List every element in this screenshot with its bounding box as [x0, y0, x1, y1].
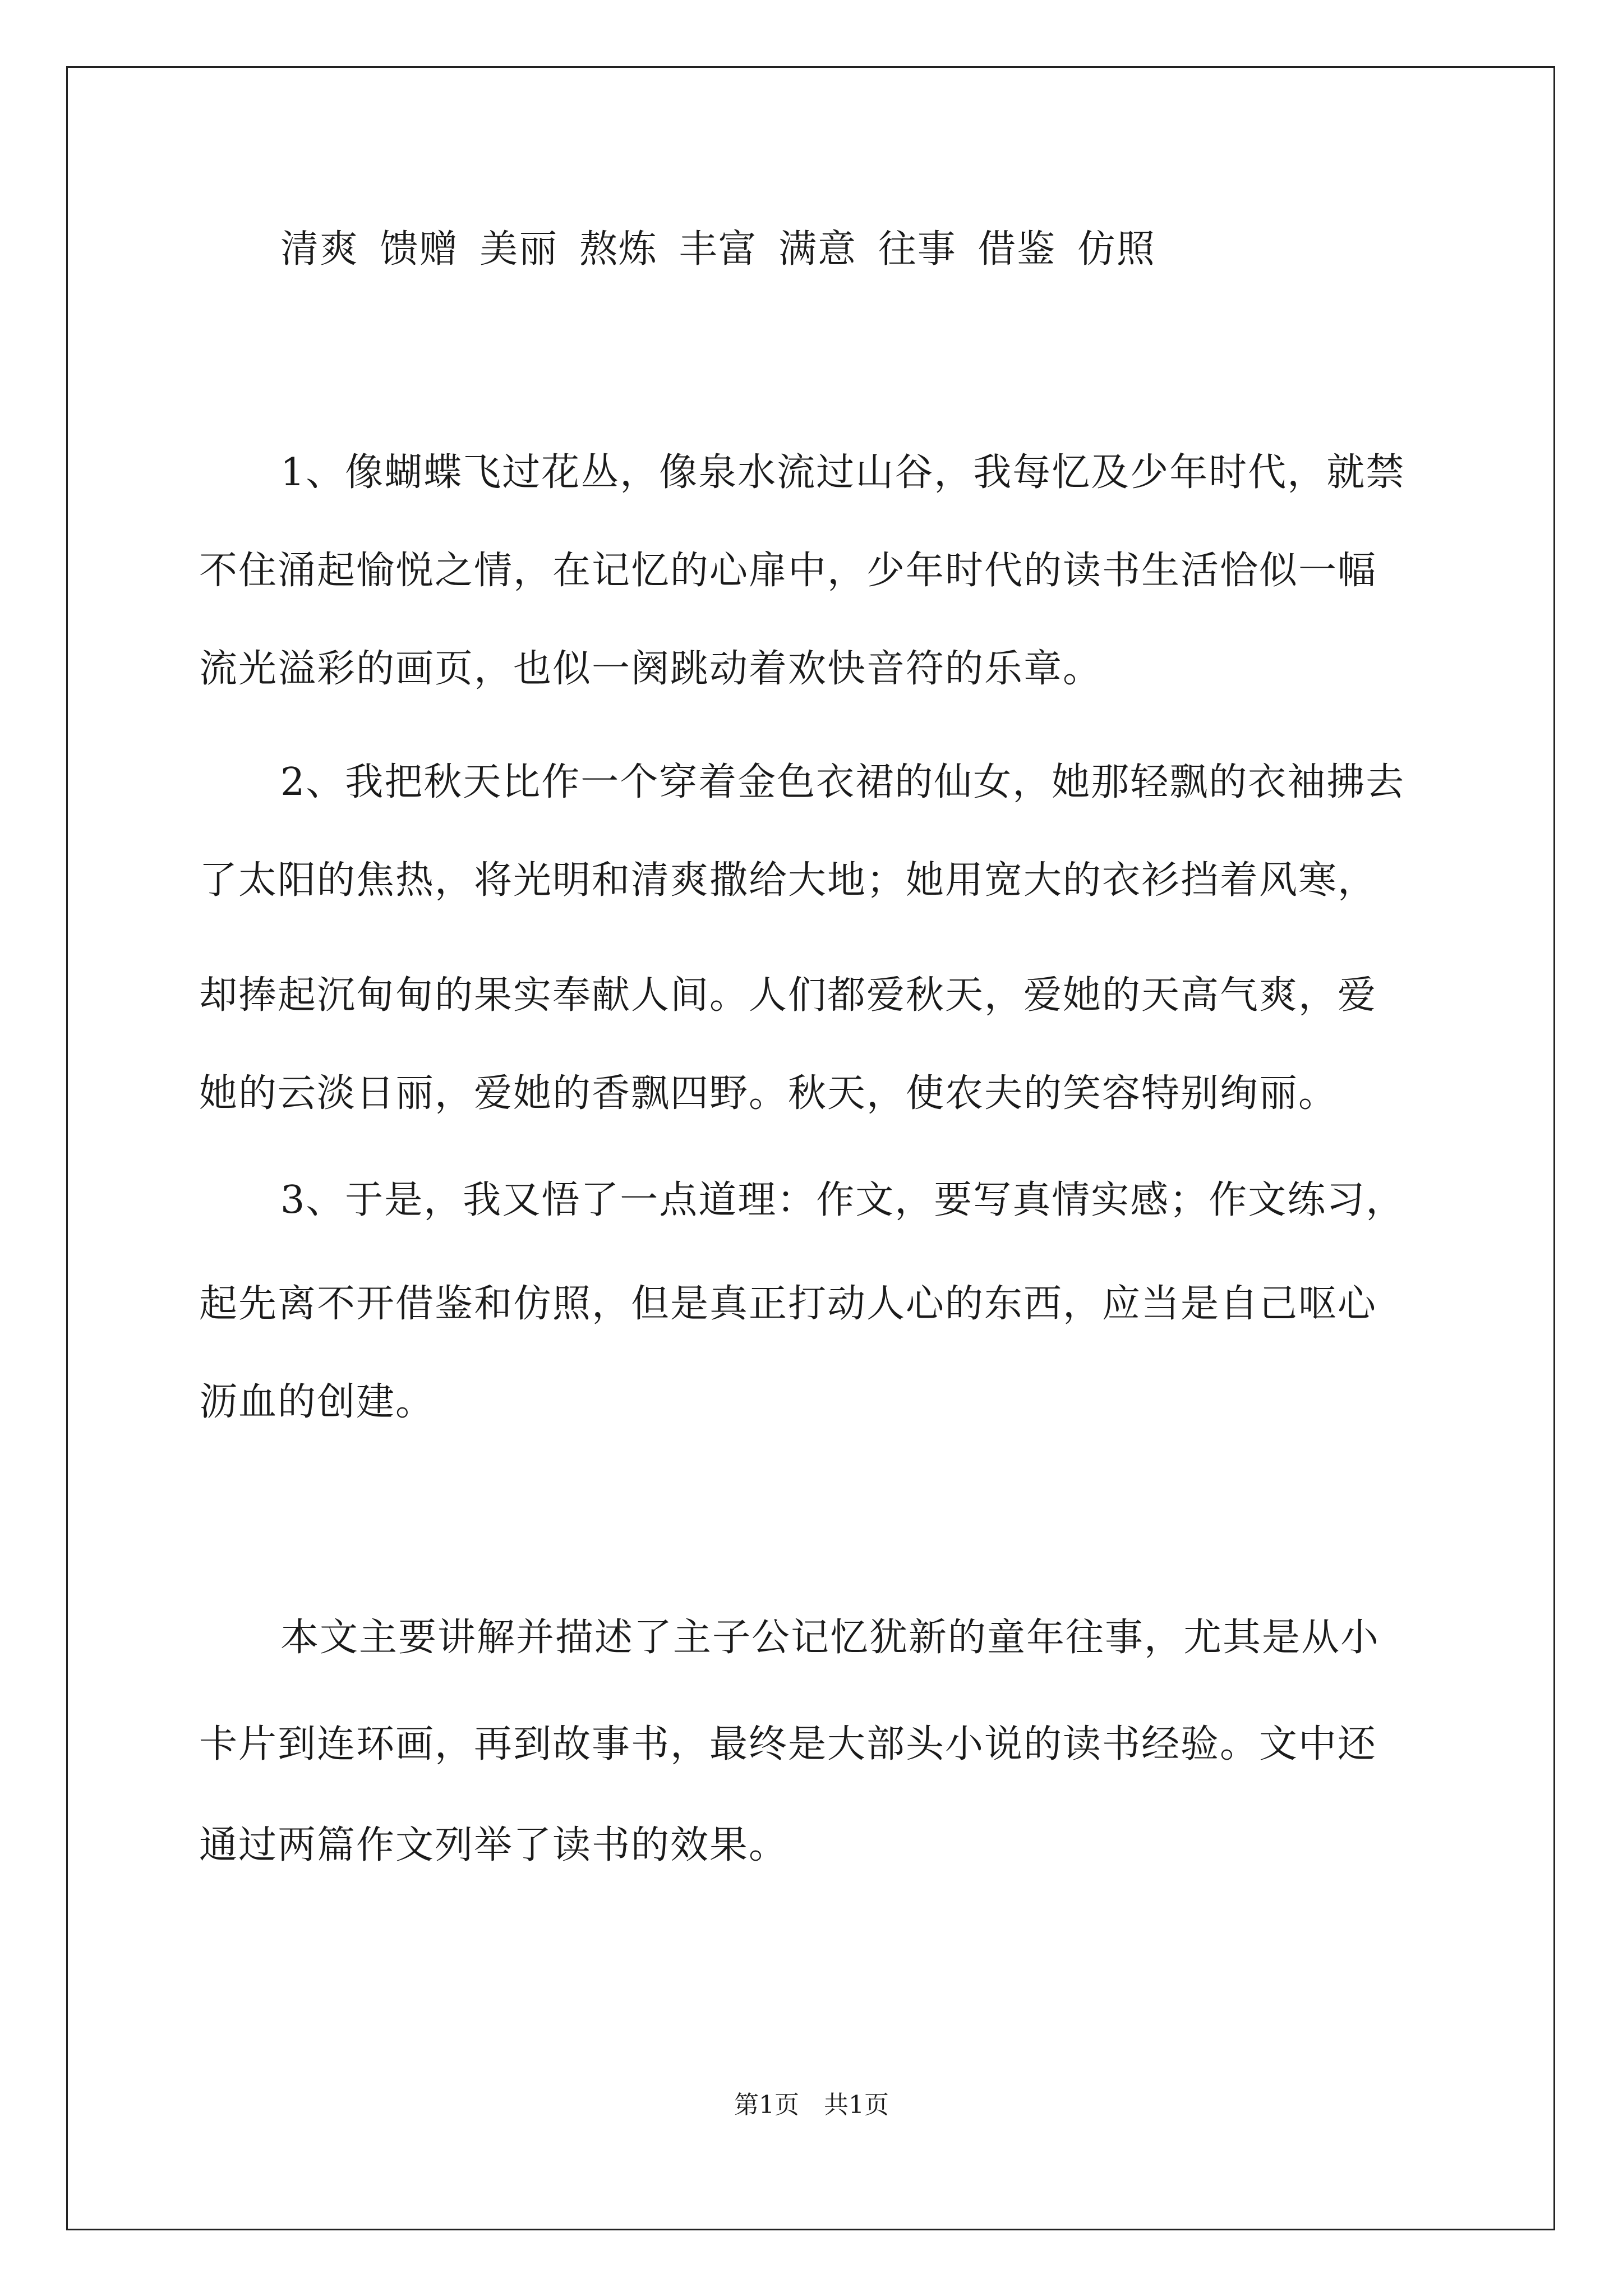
paragraph-line: 通过两篇作文列举了读书的效果。 [199, 1823, 789, 1867]
paragraph-line: 不住涌起愉悦之情，在记忆的心扉中，少年时代的读书生活恰似一幅 [199, 549, 1377, 593]
paragraph-line: 流光溢彩的画页，也似一阕跳动着欢快音符的乐章。 [199, 647, 1103, 691]
paragraph-line: 她的云淡日丽，爱她的香飘四野。秋天，使农夫的笑容特别绚丽。 [199, 1071, 1338, 1116]
paragraph-line: 卡片到连环画，再到故事书，最终是大部头小说的读书经验。文中还 [199, 1722, 1377, 1766]
page-border [66, 66, 1555, 2230]
paragraph-line: 沥血的创建。 [199, 1380, 435, 1424]
paragraph-line: 1、像蝴蝶飞过花丛，像泉水流过山谷，我每忆及少年时代，就禁 [280, 450, 1405, 495]
paragraph-line: 却捧起沉甸甸的果实奉献人间。人们都爱秋天，爱她的天高气爽，爱 [199, 973, 1377, 1018]
page-number: 第1页 共1页 [734, 2091, 889, 2119]
paragraph-line: 3、于是，我又悟了一点道理：作文，要写真情实感；作文练习， [280, 1178, 1405, 1222]
paragraph-line: 本文主要讲解并描述了主子公记忆犹新的童年往事，尤其是从小 [280, 1616, 1380, 1660]
paragraph-line: 起先离不开借鉴和仿照，但是真正打动人心的东西，应当是自己呕心 [199, 1282, 1377, 1326]
vocabulary-line: 清爽 馈赠 美丽 熬炼 丰富 满意 往事 借鉴 仿照 [280, 227, 1156, 272]
paragraph-line: 2、我把秋天比作一个穿着金色衣裙的仙女，她那轻飘的衣袖拂去 [280, 760, 1405, 804]
paragraph-line: 了太阳的焦热，将光明和清爽撒给大地；她用宽大的衣衫挡着风寒， [199, 858, 1377, 903]
